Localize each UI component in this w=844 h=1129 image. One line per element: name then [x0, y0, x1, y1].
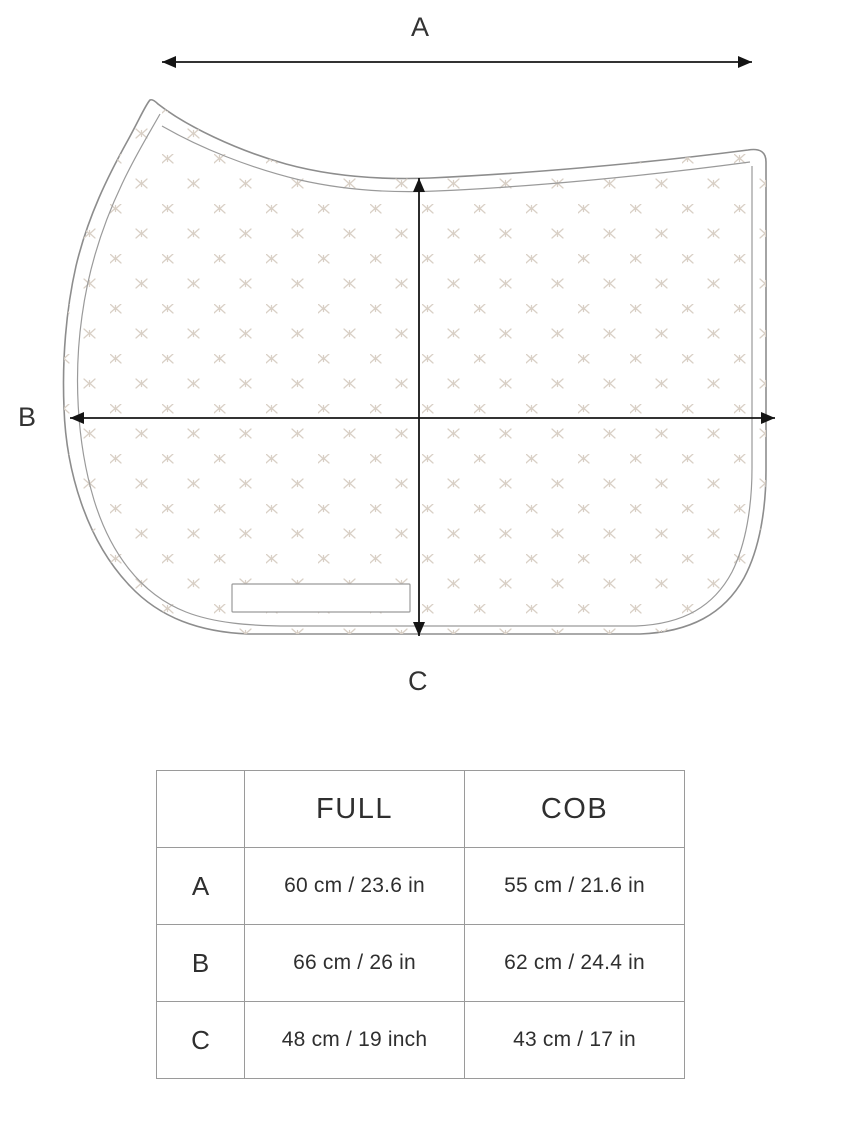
table-header-blank: [157, 771, 245, 848]
pad-motif-fill: [60, 95, 780, 640]
table-header-full: FULL: [245, 771, 465, 848]
cell-a-full: 60 cm / 23.6 in: [245, 848, 465, 925]
size-table: [156, 770, 685, 1079]
dimension-label-c: C: [408, 666, 428, 696]
row-key-c: C: [157, 1002, 245, 1079]
size-chart: [156, 770, 685, 1079]
table-row: [157, 1002, 685, 1079]
table-header-cob: COB: [465, 771, 685, 848]
pad-label-patch: [232, 584, 410, 612]
table-header-row: [157, 771, 685, 848]
row-key-a: A: [157, 848, 245, 925]
table-row: [157, 848, 685, 925]
dimension-arrow-a: [162, 56, 752, 68]
table-row: [157, 925, 685, 1002]
cell-c-full: 48 cm / 19 inch: [245, 1002, 465, 1079]
dimension-label-a: A: [411, 12, 430, 42]
row-key-b: B: [157, 925, 245, 1002]
cell-b-cob: 62 cm / 24.4 in: [465, 925, 685, 1002]
cell-b-full: 66 cm / 26 in: [245, 925, 465, 1002]
cell-a-cob: 55 cm / 21.6 in: [465, 848, 685, 925]
cell-c-cob: 43 cm / 17 in: [465, 1002, 685, 1079]
dimension-label-b: B: [18, 402, 37, 432]
